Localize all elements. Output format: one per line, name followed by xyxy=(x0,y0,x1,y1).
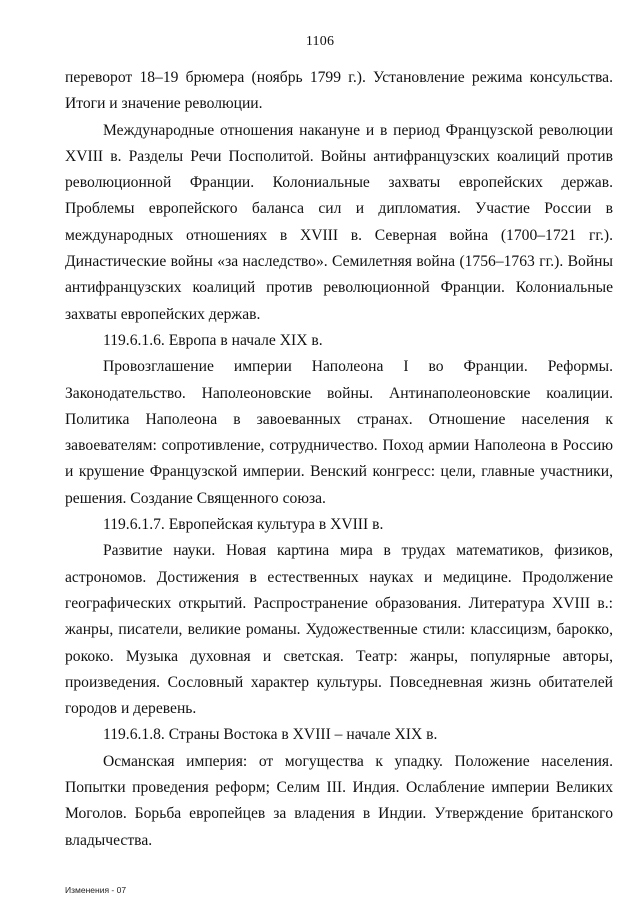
paragraph-continuation: переворот 18–19 брюмера (ноябрь 1799 г.). Установление режима консульства. Итоги и значение революции. xyxy=(65,69,613,113)
page-footer: Изменения - 07 xyxy=(65,885,127,895)
paragraph-napoleon-empire: Провозглашение империи Наполеона I во Франции. Реформы. Законодательство. Наполеоновские войны. Антинаполеоновские коалиции. Политика Наполеона в завоеванных странах. Отношение населения к завоевателям: сопротивление, сотрудничество. Поход армии Наполеона в Россию и крушение Французской империи. Венский конгресс: цели, главные участники, решения. Создание Священного союза. xyxy=(65,358,613,507)
paragraph-international-relations: Международные отношения накануне и в период Французской революции XVIII в. Разделы Речи Посполитой. Войны антифранцузских коалиций против революционной Франции. Колониальные захваты европейских держав. Проблемы европейского баланса сил и дипломатия. Участие России в международных отношениях в XVIII в. Северная война (1700–1721 гг.). Династические войны «за наследство». Семилетняя война (1756–1763 гг.). Войны антифранцузских коалиций против революционной Франции. Колониальные захваты европейских держав. xyxy=(65,121,613,323)
paragraph-european-culture: Развитие науки. Новая картина мира в трудах математиков, физиков, астрономов. Достижения в естественных науках и медицине. Продолжение географических открытий. Распространение образования. Литература XVIII в.: жанры, писатели, великие романы. Художественные стили: классицизм, барокко, рококо. Музыка духовная и светская. Театр: жанры, популярные авторы, произведения. Сословный характер культуры. Повседневная жизнь обитателей городов и деревень. xyxy=(65,542,613,718)
page-number: 1106 xyxy=(305,34,335,49)
paragraph-eastern-countries: Османская империя: от могущества к упадку. Положение населения. Попытки проведения реформ; Селим III. Индия. Ослабление империи Великих Моголов. Борьба европейцев за владения в Индии. Утверждение британского владычества. xyxy=(65,752,613,849)
document-body xyxy=(65,65,613,854)
section-heading-119-6-1-7: 119.6.1.7. Европейская культура в XVIII в. xyxy=(103,516,384,534)
section-heading-119-6-1-6: 119.6.1.6. Европа в начале XIX в. xyxy=(103,331,323,349)
section-heading-119-6-1-8: 119.6.1.8. Страны Востока в XVIII – начале XIX в. xyxy=(103,726,438,744)
